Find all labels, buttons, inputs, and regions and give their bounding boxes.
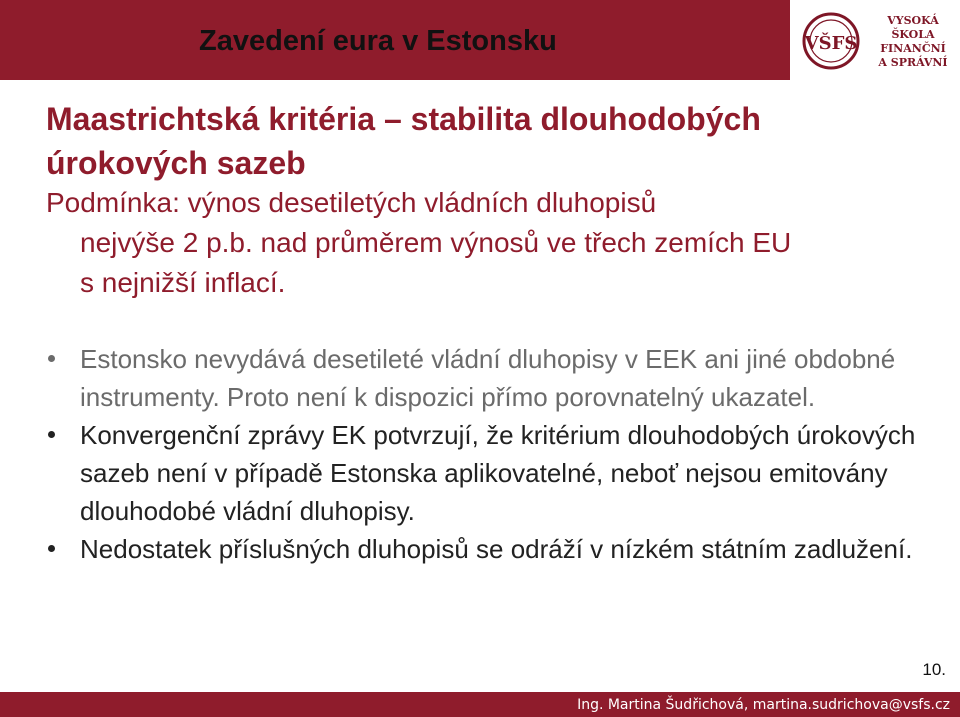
bullet-item [46, 340, 926, 416]
slide-heading: Maastrichtská kritéria – stabilita dlouhodobých úrokových sazeb [46, 101, 761, 181]
bullet-dot-icon [48, 545, 55, 552]
condition-line-2: nejvýše 2 p.b. nad průměrem výnosů ve třech zemích EU [80, 227, 792, 258]
logo-line-3: A SPRÁVNÍ [878, 56, 948, 69]
logo-line-2: FINANČNÍ [880, 42, 946, 55]
logo-mark-text: VŠFS [804, 33, 858, 54]
footer-author: Ing. Martina Šudřichová, martina.sudrichova@vsfs.cz [577, 697, 950, 713]
bullet-list [46, 340, 926, 568]
bullet-dot-icon [48, 355, 55, 362]
footer-bar [0, 692, 960, 717]
school-logo [790, 0, 960, 80]
bullet-item [46, 530, 926, 568]
bullet-text: Estonsko nevydává desetileté vládní dluhopisy v EEK ani jiné obdobné instrumenty. Proto není k dispozici přímo porovnatelný ukazatel. [80, 344, 896, 412]
header-bar [0, 0, 790, 80]
slide-header-title: Zavedení eura v Estonsku [199, 25, 557, 57]
bullet-text: Konvergenční zprávy EK potvrzují, že kritérium dlouhodobých úrokových sazeb není v případě Estonska aplikovatelné, neboť nejsou emitovány dlouhodobé vládní dluhopisy. [80, 420, 916, 526]
logo-line-1: VYSOKÁ ŠKOLA [887, 14, 939, 41]
condition-line-1: Podmínka: výnos desetiletých vládních dluhopisů [46, 187, 657, 218]
condition-paragraph [46, 183, 916, 303]
bullet-dot-icon [48, 431, 55, 438]
bullet-text: Nedostatek příslušných dluhopisů se odráží v nízkém státním zadlužení. [80, 534, 913, 564]
bullet-item [46, 416, 926, 530]
vsfs-logo-icon [800, 11, 862, 71]
logo-wordmark [868, 14, 958, 70]
page-number: 10. [922, 660, 946, 679]
condition-line-3: s nejnižší inflací. [80, 267, 286, 298]
